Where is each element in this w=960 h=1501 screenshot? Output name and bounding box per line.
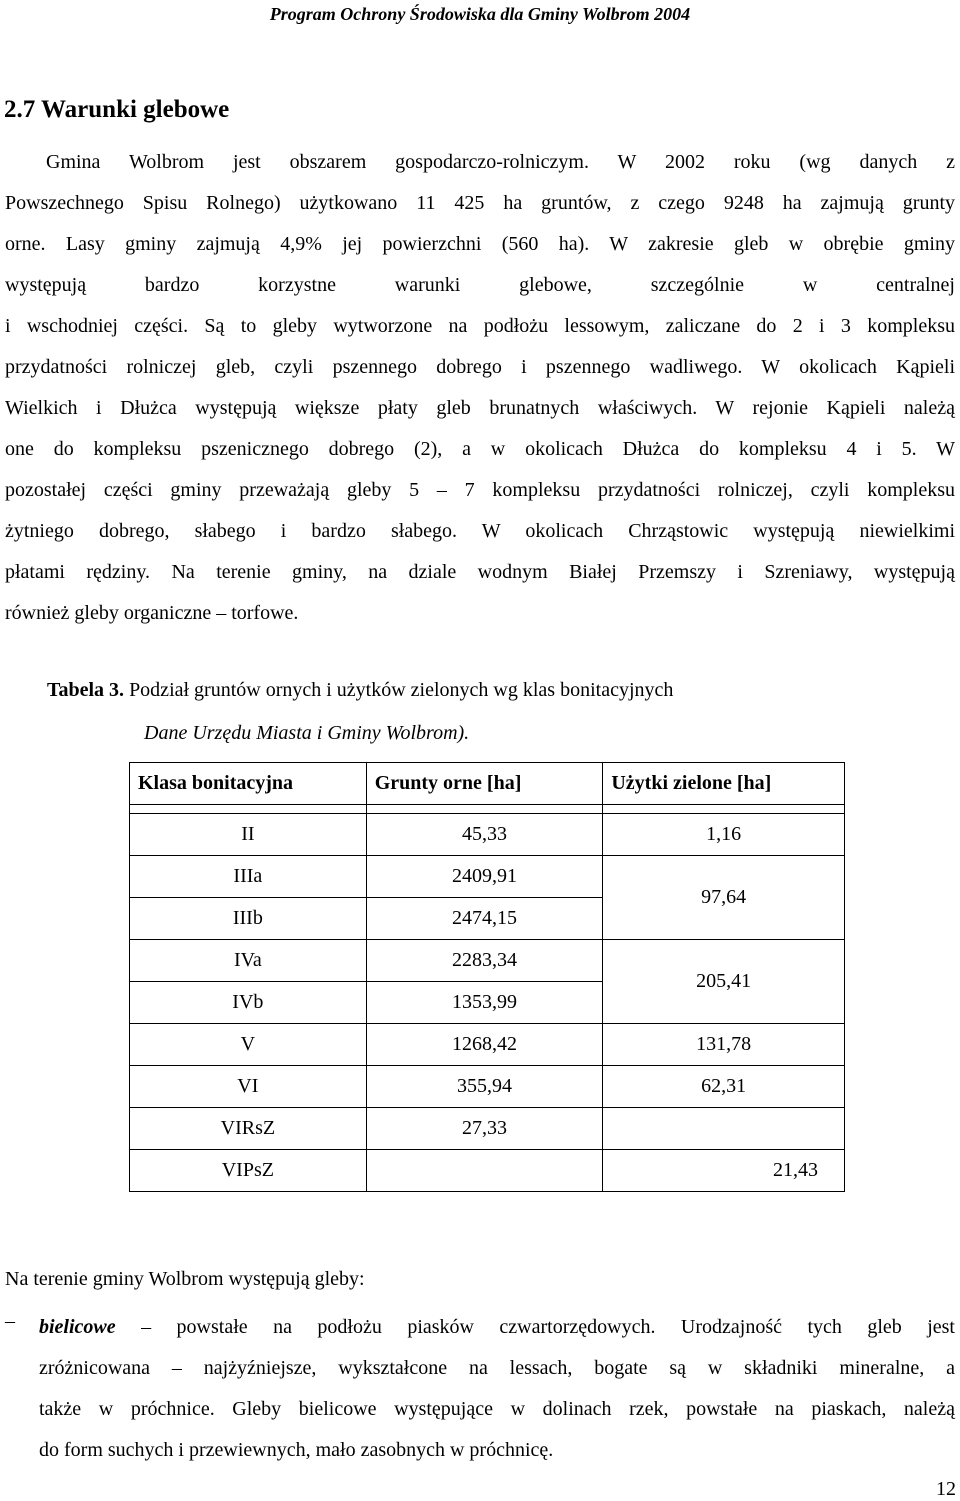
cell-zielone: 131,78 <box>603 1024 845 1066</box>
cell-orne: 2409,91 <box>366 856 603 898</box>
table-row <box>130 1066 845 1108</box>
cell-klasa: IVb <box>130 982 367 1024</box>
cell-zielone-merged: 205,41 <box>603 940 845 1024</box>
paragraph-line: przydatności rolniczej gleb, czyli pszennego dobrego i pszennego wadliwego. W okolicach Kąpieli <box>5 356 955 378</box>
paragraph-line: również gleby organiczne – torfowe. <box>5 602 299 624</box>
list-item-bielicowe <box>39 1307 955 1471</box>
header-grunty-orne: Grunty orne [ha] <box>366 763 603 805</box>
table-spacer-row <box>130 805 845 814</box>
soil-class-table <box>129 762 845 1192</box>
cell-klasa: IVa <box>130 940 367 982</box>
paragraph-line: Powszechnego Spisu Rolnego) użytkowano 11 425 ha gruntów, z czego 9248 ha zajmują grunty <box>5 192 955 214</box>
paragraph-line: orne. Lasy gminy zajmują 4,9% jej powierzchni (560 ha). W zakresie gleb w obrębie gminy <box>5 233 955 255</box>
paragraph-line: występują bardzo korzystne warunki glebowe, szczególnie w centralnej <box>5 274 955 296</box>
table-caption-text: Podział gruntów ornych i użytków zielonych wg klas bonitacyjnych <box>124 679 674 701</box>
cell-zielone-merged: 97,64 <box>603 856 845 940</box>
cell-orne: 355,94 <box>366 1066 603 1108</box>
cell-klasa: VIRsZ <box>130 1108 367 1150</box>
list-item-line: do form suchych i przewiewnych, mało zasobnych w próchnicę. <box>39 1439 554 1461</box>
paragraph-line: i wschodniej części. Są to gleby wytworzone na podłożu lessowym, zaliczane do 2 i 3 kompleksu <box>5 315 955 337</box>
table-row <box>130 940 845 982</box>
table-caption-label: Tabela 3. <box>47 679 125 701</box>
cell-orne: 1268,42 <box>366 1024 603 1066</box>
paragraph-line: one do kompleksu pszenicznego dobrego (2), a w okolicach Dłużca do kompleksu 4 i 5. W <box>5 438 955 460</box>
table-row <box>130 856 845 898</box>
table-row <box>130 1150 845 1192</box>
list-item-first-line <box>39 1307 955 1348</box>
cell-orne: 2283,34 <box>366 940 603 982</box>
cell-orne: 27,33 <box>366 1108 603 1150</box>
table-caption-source: Dane Urzędu Miasta i Gminy Wolbrom). <box>144 722 470 744</box>
cell-klasa: IIIb <box>130 898 367 940</box>
list-bullet-dash: – <box>5 1310 15 1332</box>
paragraph-line: płatami rędziny. Na terenie gminy, na dziale wodnym Białej Przemszy i Szreniawy, występują <box>5 561 955 583</box>
cell-zielone <box>603 1108 845 1150</box>
cell-orne: 1353,99 <box>366 982 603 1024</box>
list-item-line: zróżnicowana – najżyźniejsze, wykształcone na lessach, bogate są w składniki mineralne, a <box>39 1357 955 1379</box>
paragraph-line: Gmina Wolbrom jest obszarem gospodarczo-rolniczym. W 2002 roku (wg danych z <box>46 151 955 173</box>
cell-zielone: 21,43 <box>603 1150 845 1192</box>
cell-zielone: 62,31 <box>603 1066 845 1108</box>
cell-orne: 45,33 <box>366 814 603 856</box>
cell-orne <box>366 1150 603 1192</box>
table-row <box>130 1108 845 1150</box>
section-title: 2.7 Warunki glebowe <box>4 96 230 123</box>
list-item-line: także w próchnice. Gleby bielicowe występujące w dolinach rzek, powstałe na piaskach, należą <box>39 1398 955 1420</box>
soil-term: bielicowe <box>39 1316 116 1338</box>
soil-types-intro: Na terenie gminy Wolbrom występują gleby: <box>5 1268 365 1290</box>
header-uzytki-zielone: Użytki zielone [ha] <box>603 763 845 805</box>
paragraph-line: pozostałej części gminy przeważają gleby 5 – 7 kompleksu przydatności rolniczej, czyli kompleksu <box>5 479 955 501</box>
table-header-row <box>130 763 845 805</box>
running-header: Program Ochrony Środowiska dla Gminy Wolbrom 2004 <box>269 4 691 24</box>
paragraph-soil-conditions <box>5 142 955 634</box>
list-item-text: – powstałe na podłożu piasków czwartorzędowych. Urodzajność tych gleb jest <box>115 1316 955 1338</box>
cell-zielone: 1,16 <box>603 814 845 856</box>
page-number: 12 <box>936 1478 956 1500</box>
cell-klasa: VI <box>130 1066 367 1108</box>
cell-orne: 2474,15 <box>366 898 603 940</box>
cell-klasa: V <box>130 1024 367 1066</box>
cell-klasa: IIIa <box>130 856 367 898</box>
table-row <box>130 814 845 856</box>
cell-klasa: II <box>130 814 367 856</box>
header-klasa: Klasa bonitacyjna <box>130 763 367 805</box>
cell-klasa: VIPsZ <box>130 1150 367 1192</box>
paragraph-line: żytniego dobrego, słabego i bardzo słabego. W okolicach Chrząstowic występują niewielkimi <box>5 520 955 542</box>
table-row <box>130 1024 845 1066</box>
paragraph-line: Wielkich i Dłużca występują większe płaty gleb brunatnych właściwych. W rejonie Kąpieli należą <box>5 397 955 419</box>
table-caption <box>47 679 673 702</box>
